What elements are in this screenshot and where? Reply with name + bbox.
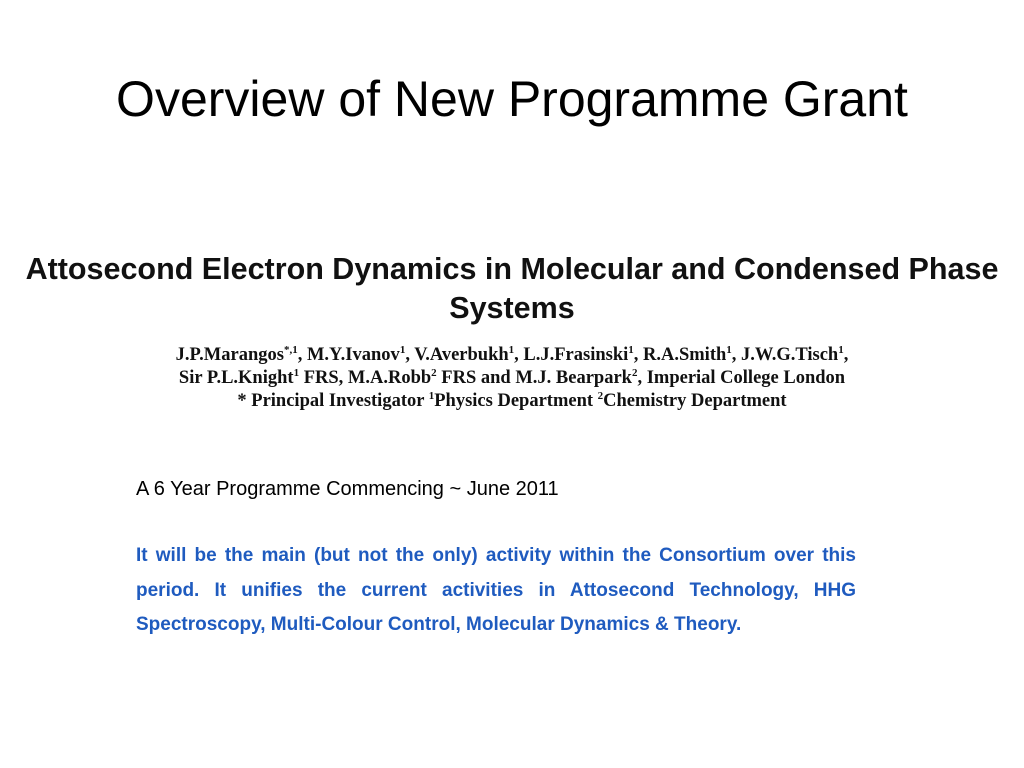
slide-title: Overview of New Programme Grant bbox=[116, 71, 908, 127]
author-affiliation-marker: 1 bbox=[508, 344, 515, 356]
author-name: L.J.Frasinski bbox=[523, 345, 629, 365]
author-affiliation-marker: 2 bbox=[631, 367, 638, 379]
author-affiliation-marker: 1 bbox=[399, 344, 406, 356]
affiliation-marker-1: 1 bbox=[428, 390, 435, 402]
author-name: Sir P.L.Knight bbox=[178, 368, 294, 388]
author-name: M.J. Bearpark bbox=[515, 368, 632, 388]
author-name: J.W.G.Tisch bbox=[741, 345, 839, 365]
physics-department: Physics Department bbox=[434, 391, 598, 411]
author-name: M.A.Robb bbox=[347, 368, 432, 388]
author-affiliation-marker: 1 bbox=[293, 367, 300, 379]
affiliations-line bbox=[40, 390, 984, 413]
principal-investigator-note: * Principal Investigator bbox=[237, 391, 429, 411]
author-name: J.P.Marangos bbox=[175, 345, 284, 365]
author-separator: , bbox=[731, 345, 742, 365]
author-separator: , bbox=[297, 345, 307, 365]
authors-line-2 bbox=[40, 367, 984, 390]
authors-line-1 bbox=[40, 344, 984, 367]
author-name: M.Y.Ivanov bbox=[306, 345, 400, 365]
author-separator: , bbox=[843, 345, 849, 365]
paper-title: Attosecond Electron Dynamics in Molecular and Condensed Phase Systems bbox=[25, 252, 999, 325]
author-separator: , bbox=[514, 345, 524, 365]
author-name: V.Averbukh bbox=[414, 345, 509, 365]
author-affiliation-marker: 1 bbox=[726, 344, 732, 356]
author-affiliation-marker: 1 bbox=[838, 344, 844, 356]
programme-description: It will be the main (but not the only) activity within the Consortium over this period. It unifies the current activities in Attosecond Technology, HHG Spectroscopy, Multi-Colour Control, Molecular Dynamics & Theory. bbox=[136, 545, 856, 635]
author-name: R.A.Smith bbox=[643, 345, 727, 365]
author-affiliation-marker: *,1 bbox=[283, 344, 298, 356]
author-separator: , Imperial College London bbox=[637, 368, 846, 388]
author-affiliation-marker: 1 bbox=[628, 344, 634, 356]
author-separator: FRS and bbox=[436, 368, 516, 388]
author-separator: FRS, bbox=[299, 368, 348, 388]
author-affiliation-marker: 2 bbox=[431, 367, 437, 379]
author-separator: , bbox=[405, 345, 415, 365]
affiliation-marker-2: 2 bbox=[597, 390, 604, 402]
author-separator: , bbox=[633, 345, 644, 365]
chemistry-department: Chemistry Department bbox=[603, 391, 787, 411]
programme-subtitle: A 6 Year Programme Commencing ~ June 2011 bbox=[136, 478, 559, 500]
author-list bbox=[40, 344, 984, 413]
